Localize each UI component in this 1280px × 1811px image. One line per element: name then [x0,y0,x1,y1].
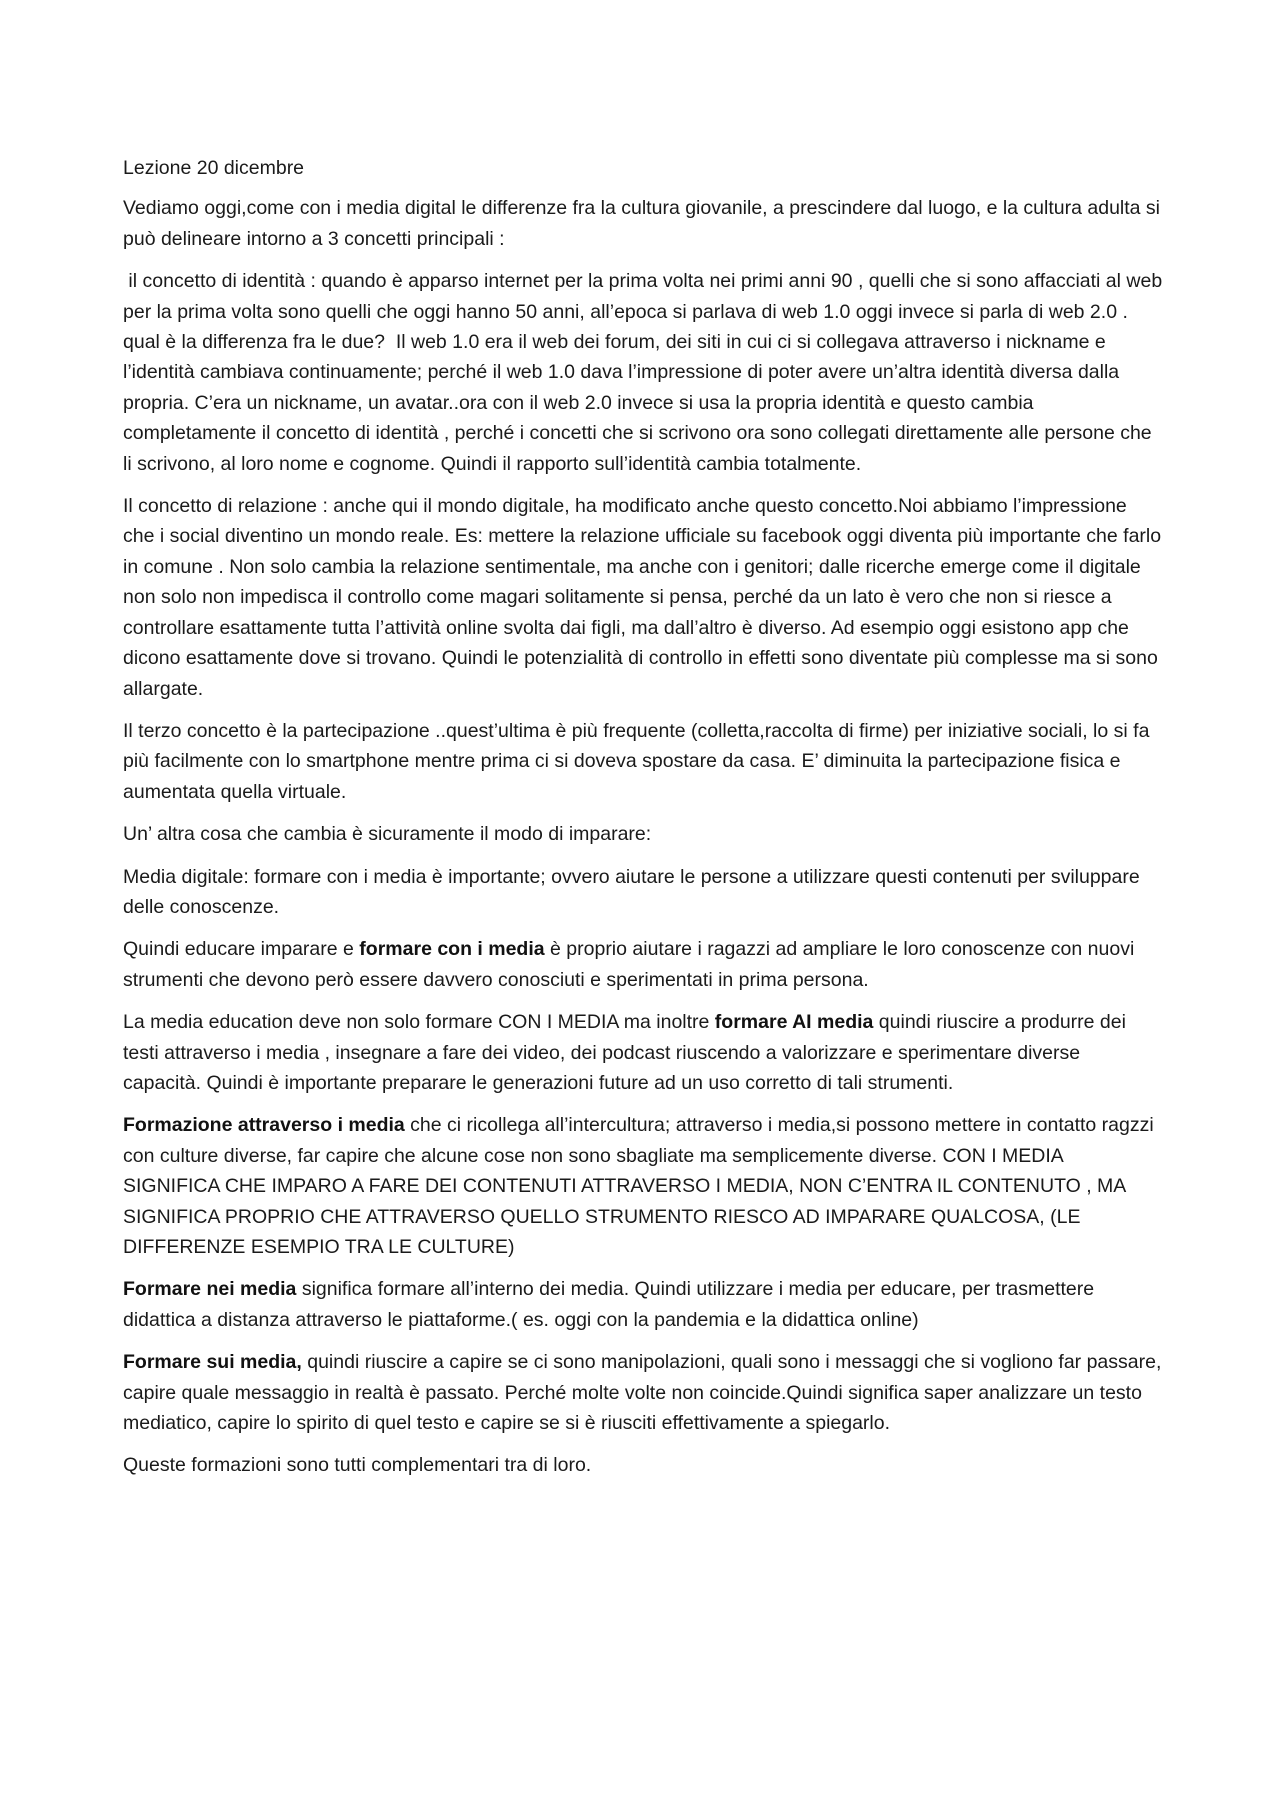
paragraph-relazione: Il concetto di relazione : anche qui il mondo digitale, ha modificato anche questo concetto.Noi abbiamo l’impressione che i social diventino un mondo reale. Es: mettere la relazione ufficiale su facebook oggi diventa più importante che farlo in comune . Non solo cambia la relazione sentimentale, ma anche con i genitori; dalle ricerche emerge come il digitale non solo non impedisca il controllo come magari solitamente si pensa, perché da un lato è vero che non si riesce a controllare esattamente tutta l’attività online svolta dai figli, ma dall’altro è diverso. Ad esempio oggi esistono app che dicono esattamente dove si trovano. Quindi le potenzialità di controllo in effetti sono diventate più complesse ma si sono allargate. [123,495,1162,700]
formazione-attraverso-bold-term: Formazione attraverso i media [123,1114,405,1137]
paragraph-educare [123,934,1163,995]
paragraph-partecipazione: Il terzo concetto è la partecipazione ..quest’ultima è più frequente (colletta,raccolta di firme) per iniziative sociali, lo si fa più facilmente con lo smartphone mentre prima ci si doveva spostare da casa. E’ diminuita la partecipazione fisica e aumentata quella virtuale. [123,719,1150,803]
document-body [123,153,1168,1493]
formare-sui-bold-term: Formare sui media, [123,1351,302,1374]
lesson-title: Lezione 20 dicembre [123,157,305,179]
paragraph-media-digitale: Media digitale: formare con i media è importante; ovvero aiutare le persone a utilizzare questi contenuti per sviluppare delle conoscenze. [123,865,1140,918]
paragraph-intro: Vediamo oggi,come con i media digital le differenze fra la cultura giovanile, a prescindere dal luogo, e la cultura adulta si può delineare intorno a 3 concetti principali : [123,197,1161,250]
paragraph-media-education [123,1007,1163,1098]
paragraph-identita: il concetto di identità : quando è apparso internet per la prima volta nei primi anni 90 , quelli che si sono affacciati al web per la prima volta sono quelli che oggi hanno 50 anni, all’epoca si parlava di web 1.0 oggi invece si parla di web 2.0 . qual è la differenza fra le due? Il web 1.0 era il web dei forum, dei siti in cui ci si collegava attraverso i nickname e l’identità cambiava continuamente; perché il web 1.0 dava l’impressione di poter avere un’altra identità diversa dalla propria. C’era un nickname, un avatar..ora con il web 2.0 invece si usa la propria identità e questo cambia completamente il concetto di identità , perché i concetti che si scrivono ora sono collegati direttamente alle persone che li scrivono, al loro nome e cognome. Quindi il rapporto sull’identità cambia totalmente. [123,270,1168,475]
educare-bold-term: formare con i media [359,938,545,961]
educare-text-before: Quindi educare imparare e [123,938,360,961]
formare-sui-text: quindi riuscire a capire se ci sono manipolazioni, quali sono i messaggi che si vogliono far passare, capire quale messaggio in realtà è passato. Perché molte volte non coincide.Quindi significa saper analizzare un testo mediatico, capire lo spirito di quel testo e capire se si è riusciti effettivamente a spiegarlo. [123,1351,1162,1435]
paragraph-conclusione: Queste formazioni sono tutti complementari tra di loro. [123,1454,592,1477]
educare-text-after: è proprio aiutare i ragazzi ad ampliare le loro conoscenze con nuovi strumenti che devono però essere davvero conosciuti e sperimentati in prima persona. [123,938,1135,991]
media-education-text-before: La media education deve non solo formare CON I MEDIA ma inoltre [123,1011,715,1034]
formare-nei-text: significa formare all’interno dei media. Quindi utilizzare i media per educare, per trasmettere didattica a distanza attraverso le piattaforme.( es. oggi con la pandemia e la didattica online) [123,1278,1095,1331]
formare-nei-bold-term: Formare nei media [123,1278,297,1301]
paragraph-formare-sui [123,1347,1163,1438]
paragraph-formazione-attraverso [123,1110,1163,1262]
media-education-bold-term: formare AI media [714,1011,874,1034]
paragraph-imparare: Un’ altra cosa che cambia è sicuramente il modo di imparare: [123,823,652,846]
paragraph-formare-nei [123,1274,1163,1335]
formazione-attraverso-text: che ci ricollega all’intercultura; attraverso i media,si possono mettere in contatto ragzzi con culture diverse, far capire che alcune cose non sono sbagliate ma semplicemente diverse. CON I MEDIA SIGNIFICA CHE IMPARO A FARE DEI CONTENUTI ATTRAVERSO I MEDIA, NON C’ENTRA IL CONTENUTO , MA SIGNIFICA PROPRIO CHE ATTRAVERSO QUELLO STRUMENTO RIESCO AD IMPARARE QUALCOSA, (LE DIFFERENZE ESEMPIO TRA LE CULTURE) [123,1114,1154,1258]
media-education-text-after: quindi riuscire a produrre dei testi attraverso i media , insegnare a fare dei video, dei podcast riuscendo a valorizzare e sperimentare diverse capacità. Quindi è importante preparare le generazioni future ad un uso corretto di tali strumenti. [123,1011,1126,1094]
